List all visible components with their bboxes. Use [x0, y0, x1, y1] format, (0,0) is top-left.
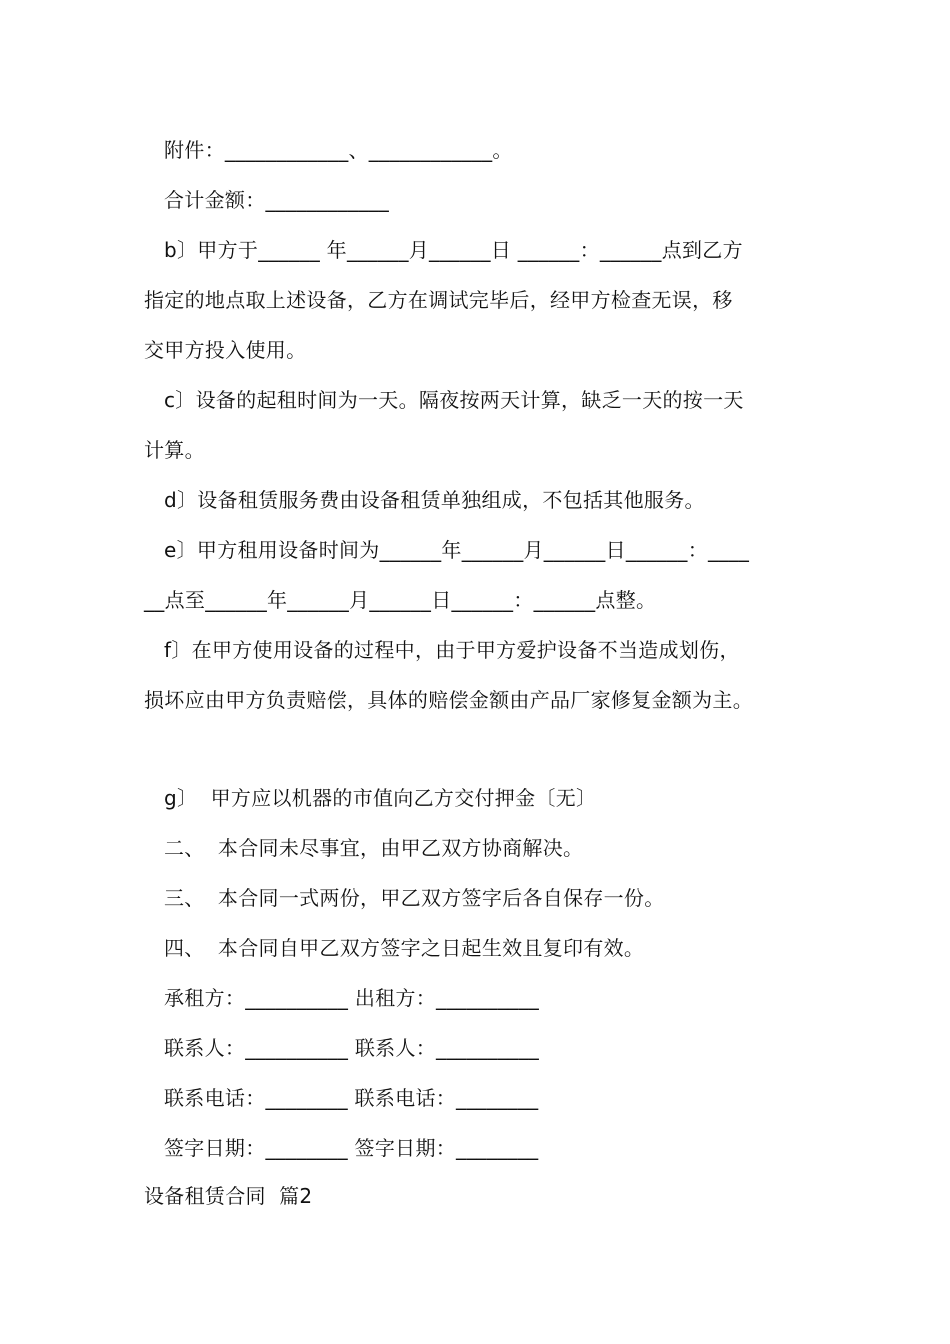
signature-contacts-line: 联系人：__________ 联系人：__________ [164, 1036, 540, 1060]
signature-phones-line: 联系电话：________ 联系电话：________ [164, 1086, 539, 1110]
clause-b-line-3: 交甲方投入使用。 [144, 338, 307, 362]
clause-c-line-1: c〕设备的起租时间为一天。隔夜按两天计算，缺乏一天的按一天 [164, 388, 744, 412]
total-amount-line: 合计金额：____________ [164, 188, 390, 212]
clause-b-line-2: 指定的地点取上述设备，乙方在调试完毕后，经甲方检查无误，移 [144, 288, 733, 312]
signature-dates-line: 签字日期：________ 签字日期：________ [164, 1136, 539, 1160]
clause-f-line-2: 损坏应由甲方负责赔偿，具体的赔偿金额由产品厂家修复金额为主。 [144, 688, 753, 712]
clause-e-line-2: __点至______年______月______日______：______点整。 [144, 588, 657, 612]
section-heading: 设备租赁合同 篇2 [144, 1184, 313, 1208]
signature-parties-line: 承租方：__________ 出租方：__________ [164, 986, 540, 1010]
clause-c-line-2: 计算。 [144, 438, 205, 462]
clause-g-line: g〕 甲方应以机器的市值向乙方交付押金〔无〕 [164, 786, 597, 810]
clause-d-line: d〕设备租赁服务费由设备租赁单独组成，不包括其他服务。 [164, 488, 705, 512]
article-2-line: 二、 本合同未尽事宜，由甲乙双方协商解决。 [164, 836, 584, 860]
attachment-line: 附件：____________、____________。 [164, 138, 513, 162]
article-4-line: 四、 本合同自甲乙双方签字之日起生效且复印有效。 [164, 936, 645, 960]
clause-e-line-1: e〕甲方租用设备时间为______年______月______日______：____ [164, 538, 750, 562]
article-3-line: 三、 本合同一式两份，甲乙双方签字后各自保存一份。 [164, 886, 665, 910]
clause-f-line-1: f〕在甲方使用设备的过程中，由于甲方爱护设备不当造成划伤， [164, 638, 740, 662]
clause-b-line-1: b〕甲方于______ 年______月______日 ______：______点到乙方 [164, 238, 743, 262]
